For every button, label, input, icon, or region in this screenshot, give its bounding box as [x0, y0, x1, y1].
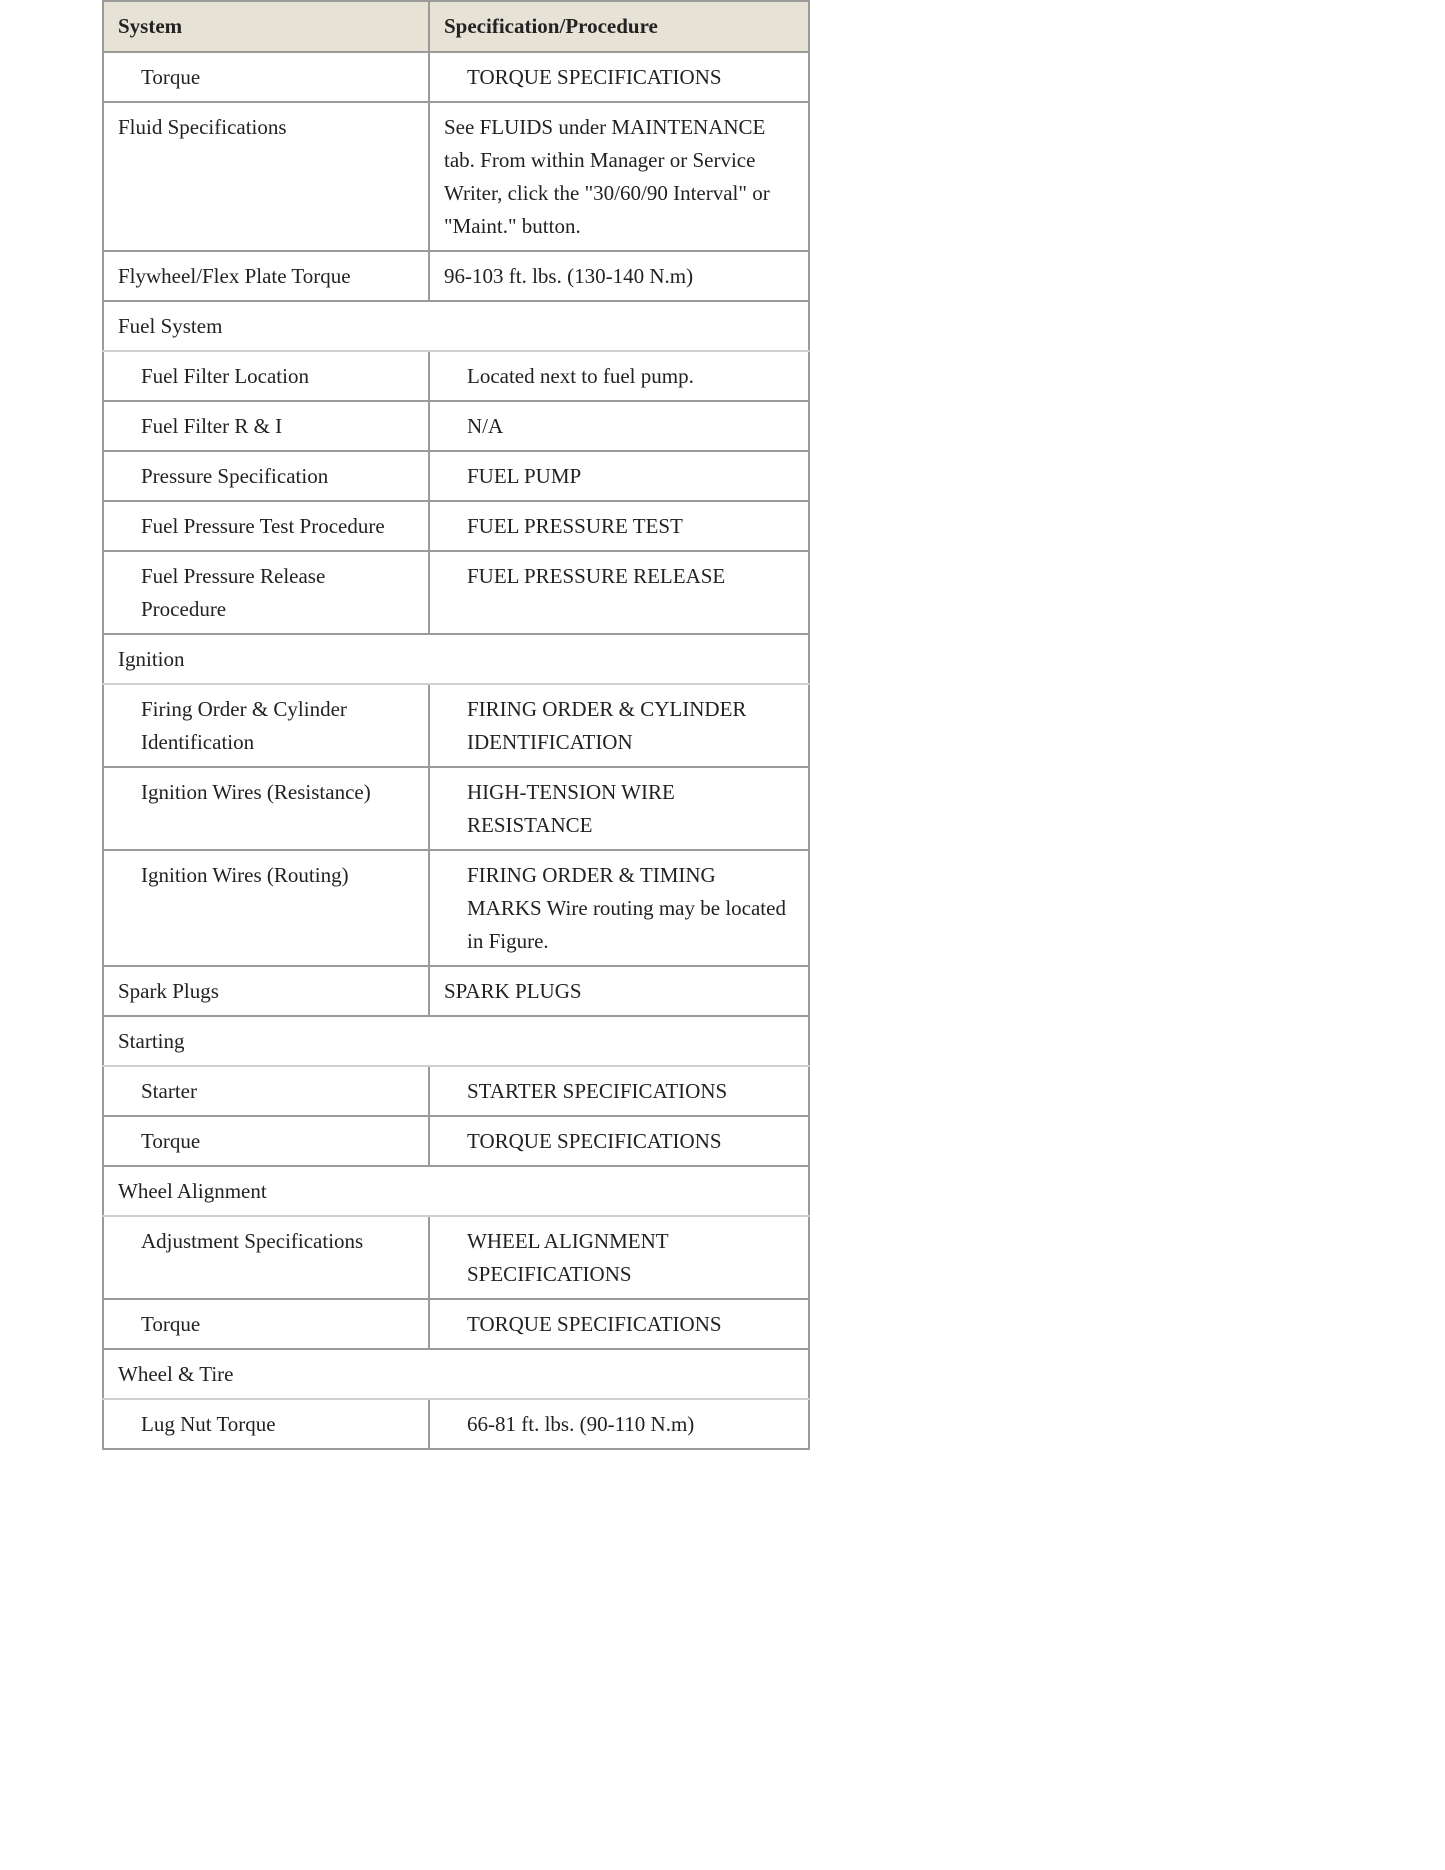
- spec-cell: FIRING ORDER & CYLINDER IDENTIFICATION: [429, 684, 809, 767]
- system-cell: Torque: [103, 1116, 429, 1166]
- spec-cell: FUEL PRESSURE TEST: [429, 501, 809, 551]
- table-row: [103, 251, 809, 301]
- header-system: System: [103, 1, 429, 52]
- section-heading: Fuel System: [103, 301, 809, 351]
- section-heading: Wheel Alignment: [103, 1166, 809, 1216]
- specifications-table: [102, 0, 810, 1450]
- header-row: [103, 1, 809, 52]
- table-body: [103, 52, 809, 1449]
- table-row: [103, 767, 809, 850]
- section-row: [103, 634, 809, 684]
- table-row: [103, 501, 809, 551]
- table-row: [103, 1216, 809, 1299]
- table-row: [103, 52, 809, 102]
- spec-cell: Located next to fuel pump.: [429, 351, 809, 401]
- spec-cell: FUEL PRESSURE RELEASE: [429, 551, 809, 634]
- spec-cell: 96-103 ft. lbs. (130-140 N.m): [429, 251, 809, 301]
- system-cell: Ignition Wires (Resistance): [103, 767, 429, 850]
- system-cell: Torque: [103, 52, 429, 102]
- spec-cell: STARTER SPECIFICATIONS: [429, 1066, 809, 1116]
- section-row: [103, 301, 809, 351]
- section-heading: Wheel & Tire: [103, 1349, 809, 1399]
- system-cell: Fuel Pressure Release Procedure: [103, 551, 429, 634]
- system-cell: Fuel Filter Location: [103, 351, 429, 401]
- table-row: [103, 684, 809, 767]
- system-cell: Starter: [103, 1066, 429, 1116]
- section-heading: Ignition: [103, 634, 809, 684]
- system-cell: Spark Plugs: [103, 966, 429, 1016]
- table-row: [103, 102, 809, 251]
- table-row: [103, 966, 809, 1016]
- spec-cell: FIRING ORDER & TIMING MARKS Wire routing may be located in Figure.: [429, 850, 809, 966]
- table-row: [103, 451, 809, 501]
- header-specification-procedure: Specification/Procedure: [429, 1, 809, 52]
- spec-cell: TORQUE SPECIFICATIONS: [429, 1299, 809, 1349]
- spec-cell: HIGH-TENSION WIRE RESISTANCE: [429, 767, 809, 850]
- system-cell: Ignition Wires (Routing): [103, 850, 429, 966]
- table-row: [103, 551, 809, 634]
- table-row: [103, 1116, 809, 1166]
- section-heading: Starting: [103, 1016, 809, 1066]
- table-row: [103, 850, 809, 966]
- table-row: [103, 401, 809, 451]
- table-row: [103, 1066, 809, 1116]
- spec-cell: See FLUIDS under MAINTENANCE tab. From within Manager or Service Writer, click the "30/60/90 Interval" or "Maint." button.: [429, 102, 809, 251]
- spec-cell: WHEEL ALIGNMENT SPECIFICATIONS: [429, 1216, 809, 1299]
- spec-cell: TORQUE SPECIFICATIONS: [429, 52, 809, 102]
- system-cell: Pressure Specification: [103, 451, 429, 501]
- section-row: [103, 1166, 809, 1216]
- table-row: [103, 1399, 809, 1449]
- section-row: [103, 1016, 809, 1066]
- system-cell: Fluid Specifications: [103, 102, 429, 251]
- spec-cell: N/A: [429, 401, 809, 451]
- system-cell: Flywheel/Flex Plate Torque: [103, 251, 429, 301]
- spec-cell: FUEL PUMP: [429, 451, 809, 501]
- system-cell: Firing Order & Cylinder Identification: [103, 684, 429, 767]
- table-row: [103, 1299, 809, 1349]
- system-cell: Fuel Pressure Test Procedure: [103, 501, 429, 551]
- table-row: [103, 351, 809, 401]
- spec-cell: SPARK PLUGS: [429, 966, 809, 1016]
- system-cell: Fuel Filter R & I: [103, 401, 429, 451]
- spec-cell: 66-81 ft. lbs. (90-110 N.m): [429, 1399, 809, 1449]
- section-row: [103, 1349, 809, 1399]
- system-cell: Torque: [103, 1299, 429, 1349]
- system-cell: Adjustment Specifications: [103, 1216, 429, 1299]
- system-cell: Lug Nut Torque: [103, 1399, 429, 1449]
- table-header: [103, 1, 809, 52]
- spec-cell: TORQUE SPECIFICATIONS: [429, 1116, 809, 1166]
